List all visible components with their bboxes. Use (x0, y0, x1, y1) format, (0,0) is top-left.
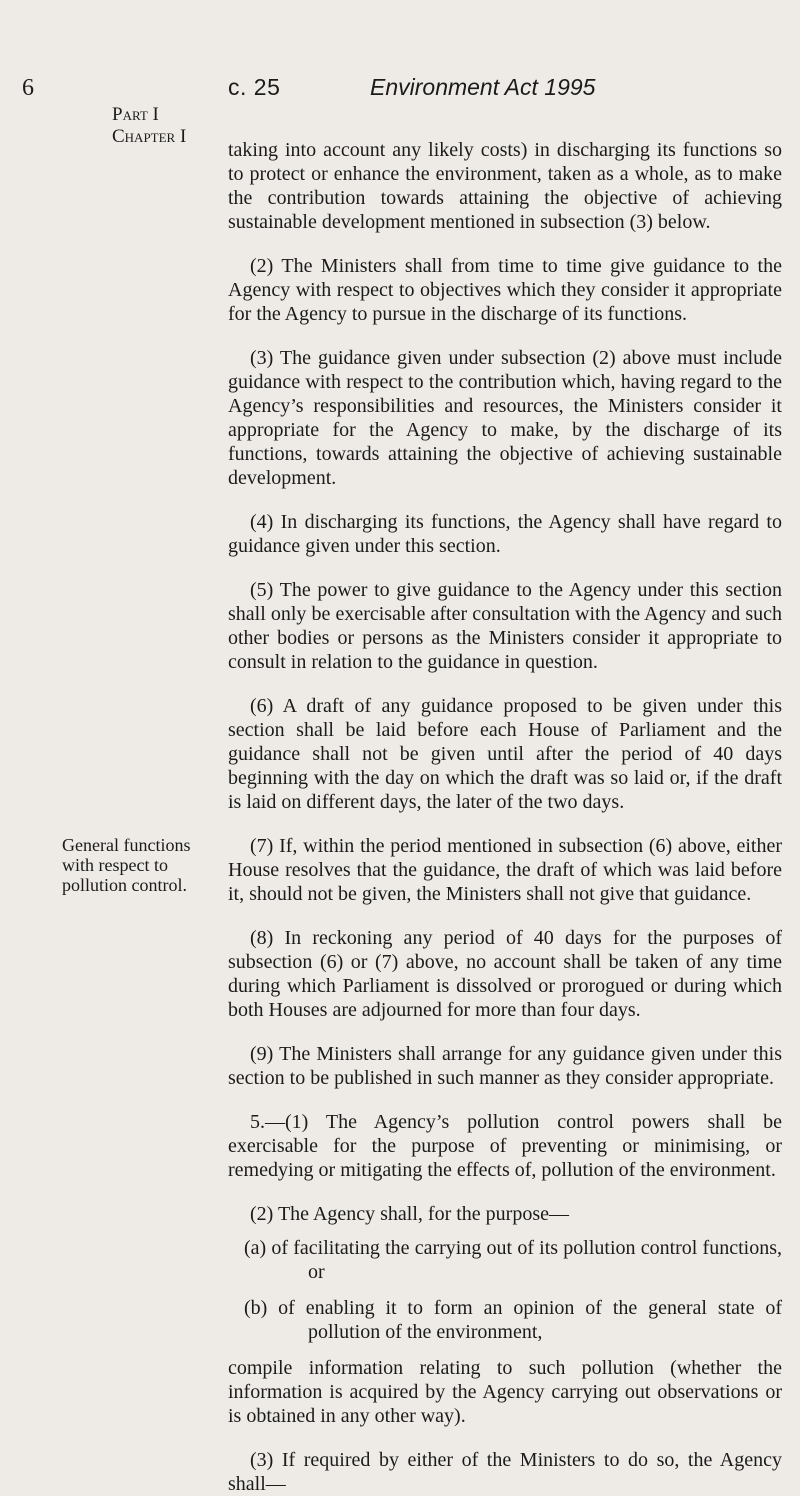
paragraph-subsection-2: (2) The Ministers shall from time to time give guidance to the Agency with respect to objectives which they consider it appropriate for the Agency to pursue in the discharge of its functions. (228, 255, 782, 325)
paragraph-subsection-8: (8) In reckoning any period of 40 days for the purposes of subsection (6) or (7) above, no account shall be taken of any time during which Parliament is dissolved or prorogued or during which both Houses are adjourned for more than four days. (228, 927, 782, 1021)
paragraph-subsection-3: (3) The guidance given under subsection (2) above must include guidance with respect to the contribution which, having regard to the Agency’s responsibilities and resources, the Ministers consider it appropriate for the Agency to make, by the discharge of its functions, towards attaining the objective of achieving sustainable development. (228, 347, 782, 489)
paragraph-subsection-9: (9) The Ministers shall arrange for any guidance given under this section to be published in such manner as they consider appropriate. (228, 1043, 782, 1089)
section-5-subsection-2: (2) The Agency shall, for the purpose— (250, 1203, 569, 1225)
paragraph-subsection-7: (7) If, within the period mentioned in subsection (6) above, either House resolves that the guidance, the draft of which was laid before it, should not be given, the Ministers shall not give that guidance. (228, 835, 782, 905)
section-5-subsection-2-tail: compile information relating to such pollution (whether the information is acquired by the Agency carrying out observations or is obtained in any other way). (228, 1357, 782, 1427)
page-number: 6 (22, 75, 34, 101)
margin-part-label: Part I (112, 104, 159, 125)
paragraph-subsection-6: (6) A draft of any guidance proposed to be given under this section shall be laid before each House of Parliament and the guidance shall not be given until after the period of 40 days beginning with the day on which the draft was so laid or, if the draft is laid on different days, the later of the two days. (228, 695, 782, 813)
section-5-item-a: (a) of facilitating the carrying out of its pollution control functions, or (244, 1237, 782, 1283)
paragraph-subsection-5: (5) The power to give guidance to the Agency under this section shall only be exercisable after consultation with the Agency and such other bodies or persons as the Ministers consider it appropriate to consult in relation to the guidance in question. (228, 579, 782, 673)
margin-side-note: General functions with respect to pollution control. (62, 835, 191, 895)
section-5-subsection-1: 5.—(1) The Agency’s pollution control powers shall be exercisable for the purpose of preventing or minimising, or remedying or mitigating the effects of, pollution of the environment. (228, 1111, 782, 1181)
body-text (228, 138, 782, 1496)
margin-chapter-label: Chapter I (112, 126, 187, 147)
section-5-item-b: (b) of enabling it to form an opinion of the general state of pollution of the environment, (244, 1297, 782, 1343)
act-title: Environment Act 1995 (370, 74, 596, 100)
paragraph-subsection-4: (4) In discharging its functions, the Agency shall have regard to guidance given under this section. (228, 511, 782, 557)
chapter-reference: c. 25 (228, 74, 281, 100)
section-5-subsection-3: (3) If required by either of the Ministers to do so, the Agency shall— (228, 1449, 782, 1495)
paragraph-intro: taking into account any likely costs) in discharging its functions so to protect or enhance the environment, taken as a whole, as to make the contribution towards attaining the objective of achieving sustainable development mentioned in subsection (3) below. (228, 139, 782, 233)
